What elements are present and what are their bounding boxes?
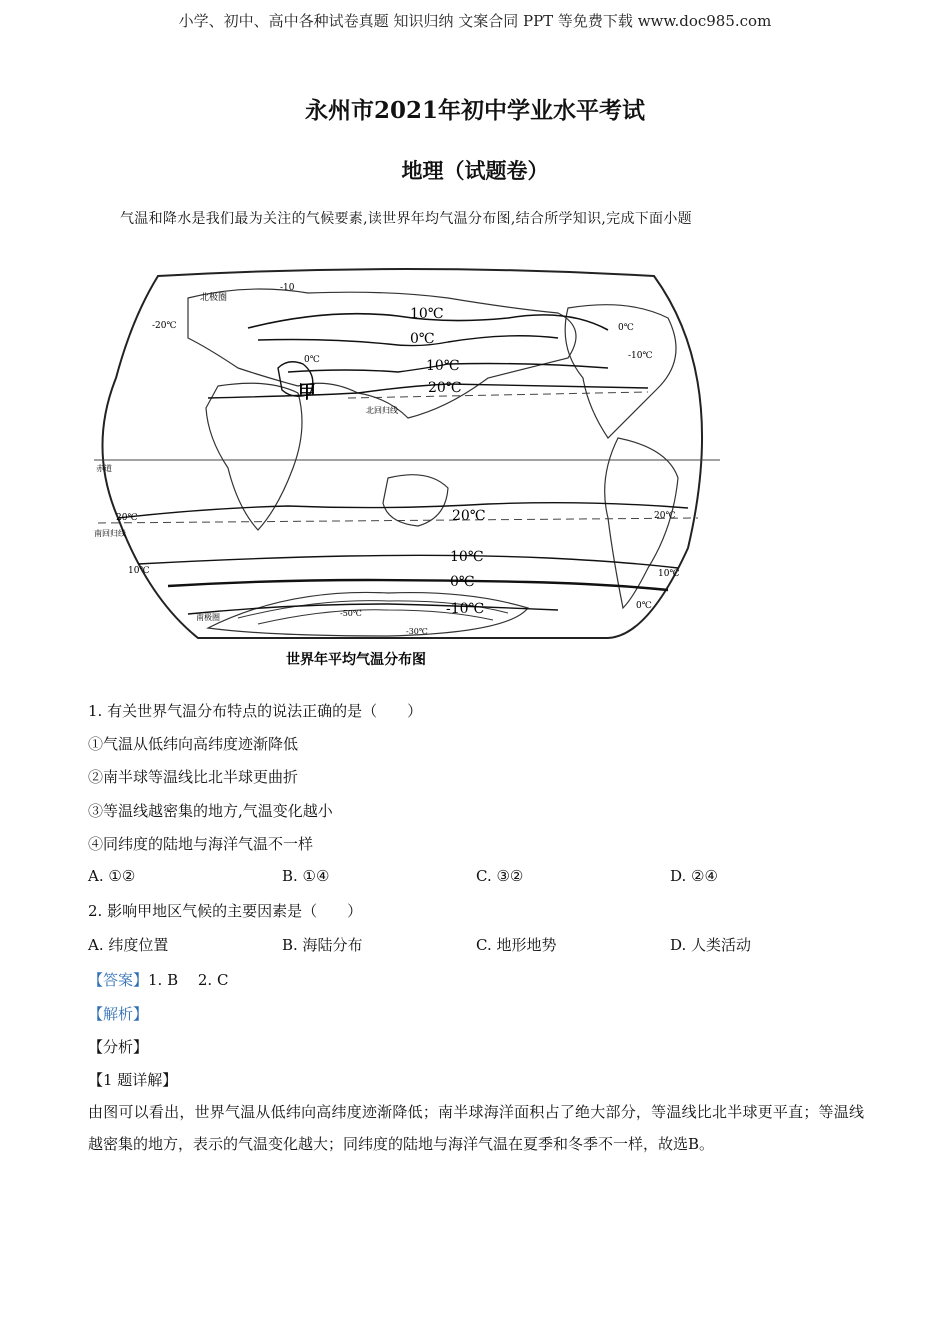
svg-text:20℃: 20℃ [452, 508, 486, 524]
isotherm-10-south [138, 555, 678, 568]
south-america-shape [605, 438, 678, 608]
svg-text:10℃: 10℃ [658, 569, 680, 579]
detail-text: 由图可以看出，世界气温从低纬向高纬度迹渐降低；南半球海洋面积占了绝大部分，等温线比北半球更平直；等温线越密集的地方，表示的气温变化越大；同纬度的陆地与海洋气温在夏季和冬季不一样，故选B。 [88, 1103, 864, 1153]
answer-line [88, 969, 228, 990]
svg-text:10℃: 10℃ [450, 549, 484, 565]
exam-subtitle: 地理（试题卷） [401, 158, 549, 183]
svg-text:0℃: 0℃ [410, 331, 435, 347]
svg-text:0℃: 0℃ [636, 601, 652, 611]
question-1-item-1: ①气温从低纬向高纬度迹渐降低 [88, 735, 299, 753]
svg-text:20℃: 20℃ [428, 380, 462, 396]
question-2-option-d: D. 人类活动 [670, 936, 752, 954]
isotherm-0-north [258, 336, 558, 346]
label-tropic-cancer: 北回归线 [366, 406, 398, 415]
australia-shape [383, 475, 448, 526]
svg-text:0℃: 0℃ [450, 574, 475, 590]
question-1-option-d: D. ②④ [670, 867, 718, 885]
question-1-option-a: A. ①② [88, 867, 136, 885]
africa-shape [206, 383, 302, 530]
question-1-stem: 1. 有关世界气温分布特点的说法正确的是（ ） [88, 702, 423, 720]
svg-text:20℃: 20℃ [654, 511, 676, 521]
isotherm-0-south [168, 580, 668, 590]
svg-text:10℃: 10℃ [426, 358, 460, 374]
question-intro: 气温和降水是我们最为关注的气候要素,读世界年均气温分布图,结合所学知识,完成下面小题 [120, 211, 692, 227]
eurasia-shape [188, 289, 576, 418]
label-antarctic-circle: 南极圈 [196, 613, 220, 622]
svg-text:10℃: 10℃ [128, 566, 150, 576]
svg-text:-50℃: -50℃ [340, 609, 362, 618]
site-header: 小学、初中、高中各种试卷真题 知识归纳 文案合同 PPT 等免费下载 www.doc985.com [178, 12, 772, 30]
question-1-option-c: C. ③② [476, 867, 524, 885]
svg-text:-10℃: -10℃ [446, 601, 485, 617]
svg-text:0℃: 0℃ [618, 323, 634, 333]
map-frame [102, 269, 702, 638]
question-2-option-b: B. 海陆分布 [282, 936, 363, 954]
map-caption: 世界年平均气温分布图 [286, 652, 426, 668]
label-arctic-circle: 北极圈 [200, 293, 228, 303]
question-2-option-a: A. 纬度位置 [88, 936, 169, 954]
question-1-option-b: B. ①④ [282, 867, 330, 885]
svg-text:0℃: 0℃ [304, 355, 320, 365]
label-equator: 赤道 [96, 464, 112, 473]
svg-text:20℃: 20℃ [116, 513, 138, 523]
fenxi-tag: 【分析】 [88, 1038, 149, 1056]
svg-text:-10: -10 [280, 283, 295, 293]
analysis-tag: 【解析】 [88, 1005, 149, 1023]
exam-title: 永州市2021年初中学业水平考试 [304, 97, 645, 124]
svg-text:10℃: 10℃ [410, 306, 444, 322]
question-2-option-c: C. 地形地势 [476, 936, 557, 954]
label-jia: 甲 [298, 382, 316, 403]
svg-text:-20℃: -20℃ [152, 321, 177, 331]
answer-tag: 【答案】 [88, 971, 149, 989]
world-temperature-map [88, 268, 724, 674]
question-1-item-3: ③等温线越密集的地方,气温变化越小 [88, 802, 333, 820]
label-tropic-capricorn: 南回归线 [94, 529, 126, 538]
question-1-item-2: ②南半球等温线比北半球更曲折 [88, 768, 299, 786]
question-1-item-4: ④同纬度的陆地与海洋气温不一样 [88, 835, 314, 853]
svg-text:-30℃: -30℃ [406, 627, 428, 636]
question-2-stem: 2. 影响甲地区气候的主要因素是（ ） [88, 902, 363, 920]
isotherm-20-south [118, 503, 688, 518]
tropic-cancer-line [348, 392, 648, 398]
svg-text:-10℃: -10℃ [628, 351, 653, 361]
answer-text: 1. B 2. C [148, 971, 229, 989]
detail-tag: 【1 题详解】 [88, 1071, 178, 1089]
